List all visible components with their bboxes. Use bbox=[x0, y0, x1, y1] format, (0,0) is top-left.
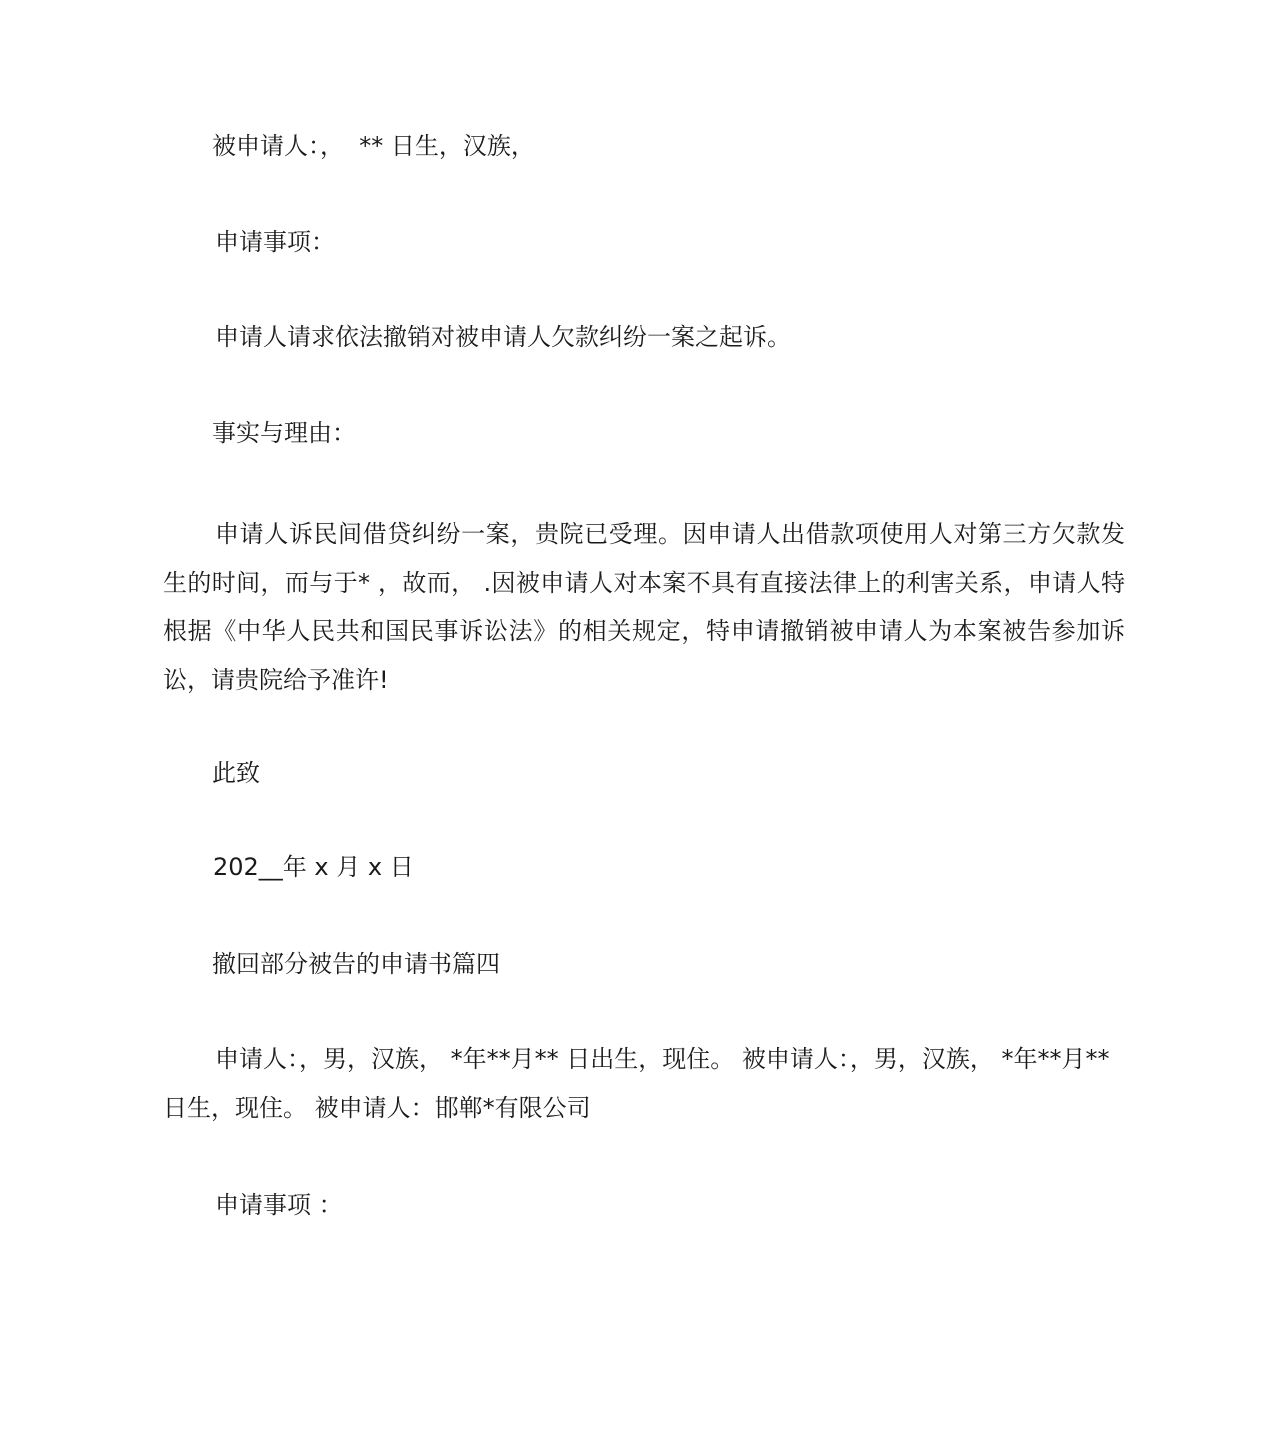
request-text: 申请人请求依法撤销对被申请人欠款纠纷一案之起诉。 bbox=[215, 323, 791, 351]
closing-line: 此致 bbox=[212, 759, 260, 787]
date-line: 202__年 x 月 x 日 bbox=[213, 853, 414, 881]
facts-heading: 事实与理由： bbox=[212, 419, 356, 447]
parties-body: 申请人：，男，汉族， *年**月** 日出生，现住。 被申请人：，男，汉族， *年**月** 日生，现住。 被申请人：邯郸*有限公司 bbox=[163, 1045, 1110, 1122]
section-title: 撤回部分被告的申请书篇四 bbox=[212, 950, 500, 978]
request-items-heading-2: 申请事项 ： bbox=[215, 1191, 343, 1219]
request-items-heading: 申请事项： bbox=[215, 228, 335, 256]
respondent-line: 被申请人：， ** 日生，汉族， bbox=[212, 132, 535, 160]
facts-body: 申请人诉民间借贷纠纷一案，贵院已受理。因申请人出借款项使用人对第三方欠款发生的时间，而与于* ，故而， .因被申请人对本案不具有直接法律上的利害关系，申请人特根据《中华人民共和国民事诉讼法》的相关规定，特申请撤销被申请人为本案被告参加诉讼，请贵院给予准许! bbox=[163, 520, 1125, 694]
